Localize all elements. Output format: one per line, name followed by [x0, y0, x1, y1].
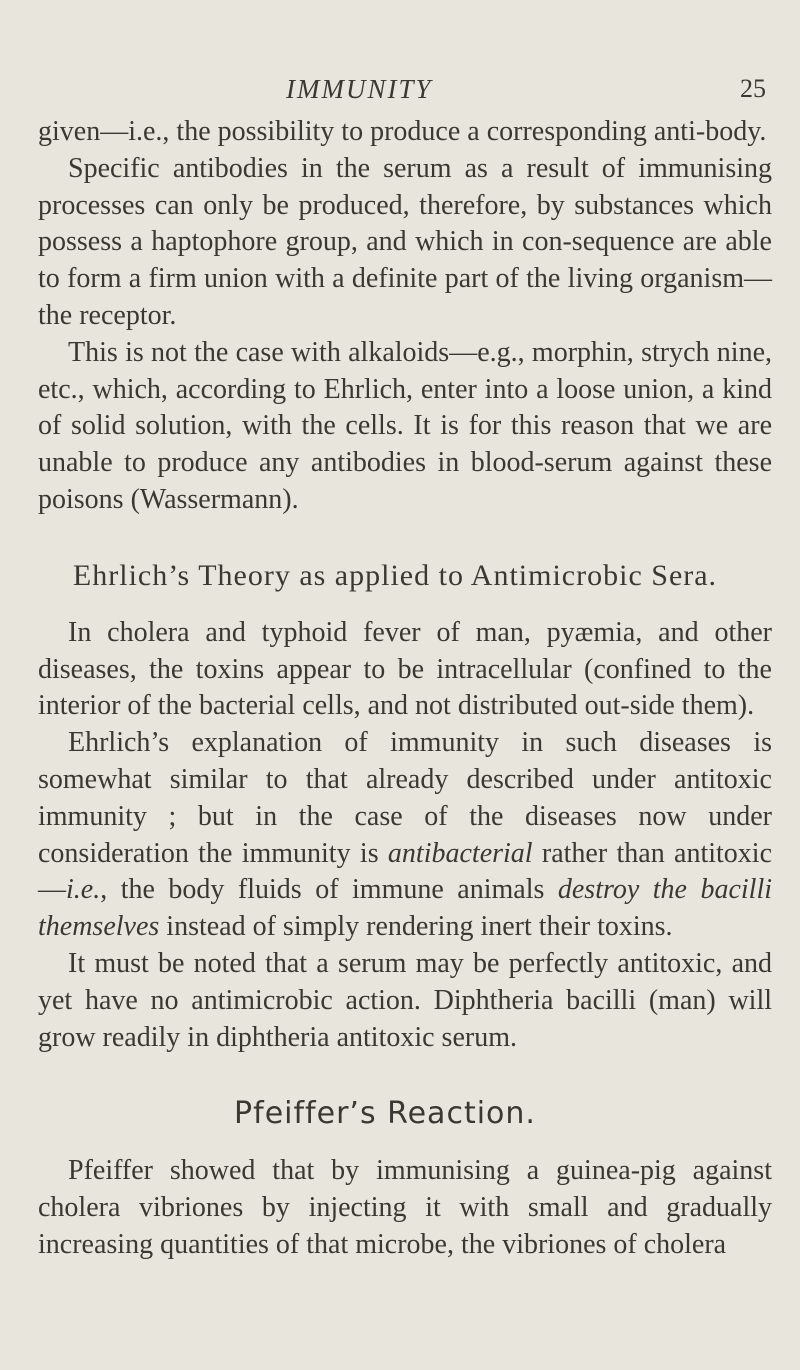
running-head — [38, 74, 772, 114]
italic-ie: i.e. — [66, 874, 101, 906]
paragraph-cholera-typhoid: In cholera and typhoid fever of man, pyæmia, and other diseases, the toxins appear to be intracellular (confined to the interior of the bacterial cells, and not distributed out-side them). — [38, 616, 772, 722]
italic-destroy-bacilli: destroy the bacilli themselves — [38, 874, 773, 943]
page-number: 25 — [740, 74, 766, 103]
paragraph-alkaloids: This is not the case with alkaloids—e.g., morphin, strych nine, etc., which, according to Ehrlich, enter into a loose union, a kind of solid solution, with the cells. It is for this reason that we are unable to produce any antibodies in blood-serum against these poisons (Wassermann). — [38, 336, 772, 515]
text-run: instead of simply rendering inert their toxins. — [159, 911, 673, 943]
paragraph-specific-antibodies: Specific antibodies in the serum as a result of immunising processes can only be produced, therefore, by substances which possess a haptophore group, and which in con-sequence are able to form a firm union with a definite part of the living organism—the receptor. — [38, 152, 772, 331]
text-run: , the body fluids of immune animals — [100, 874, 558, 906]
paragraph-antitoxic-serum: It must be noted that a serum may be perfectly antitoxic, and yet have no antimicrobic action. Diphtheria bacilli (man) will grow readily in diphtheria antitoxic serum. — [38, 947, 772, 1053]
running-title: IMMUNITY — [286, 74, 433, 104]
section-ehrlich-theory — [38, 615, 772, 1057]
text-run: Ehrlich’s explanation of immunity in such diseases is somewhat similar to that already described under antitoxic immunity ; but in the case of the diseases now under consideration the immunity is — [38, 727, 772, 869]
italic-antibacterial: antibacterial — [387, 837, 533, 869]
text-run: rather than antitoxic— — [38, 837, 773, 906]
section-pfeiffer-reaction — [38, 1153, 772, 1263]
paragraph-pfeiffer: Pfeiffer showed that by immunising a guinea-pig against cholera vibriones by injecting it with small and gradually increasing quantities of that microbe, the vibriones of cholera — [38, 1155, 772, 1260]
paragraph-ehrlich-explanation — [38, 725, 772, 946]
paragraph-continued: given—i.e., the possibility to produce a corresponding anti-body. — [38, 116, 767, 147]
book-page — [0, 74, 800, 1370]
section-heading-pfeiffer-reaction: Pfeiffer’s Reaction. — [234, 1096, 536, 1132]
section-antibodies — [38, 114, 772, 519]
section-heading-ehrlich-theory: Ehrlich’s Theory as applied to Antimicrobic Sera. — [72, 558, 718, 592]
